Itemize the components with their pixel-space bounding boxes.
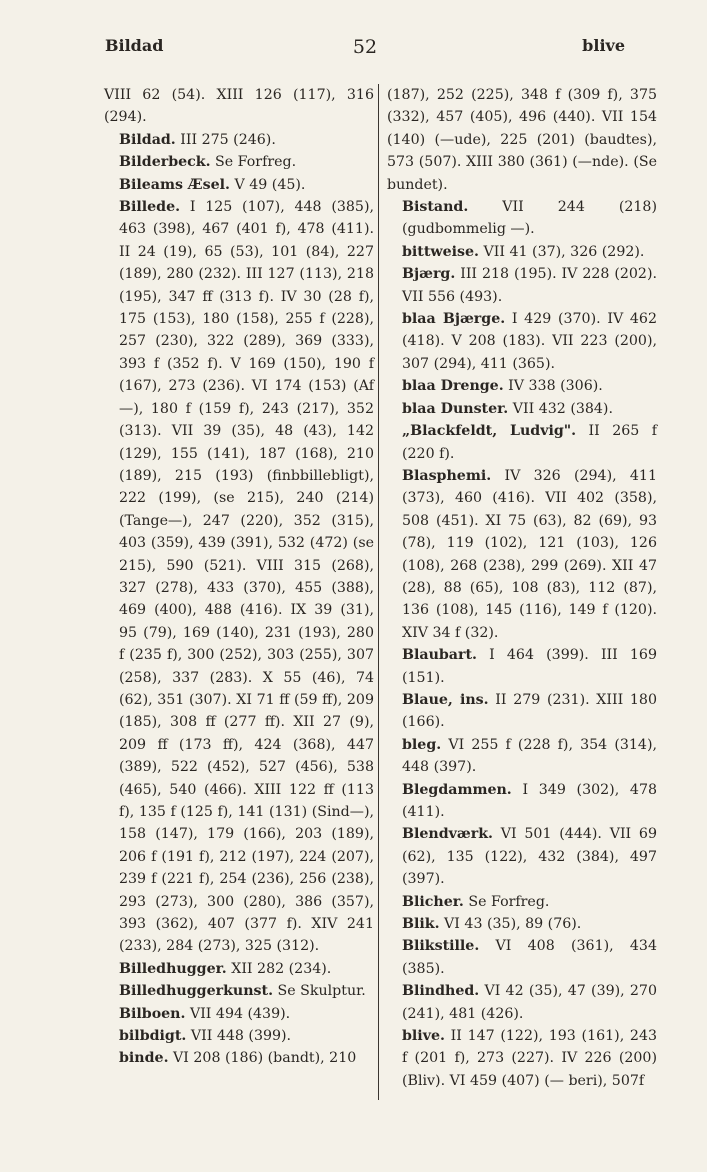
index-entry bbox=[387, 644, 657, 689]
entry-references: I 349 (302), 478 (411). bbox=[402, 781, 657, 820]
index-entry bbox=[387, 398, 657, 420]
entry-references: VI 42 (35), 47 (39), 270 (241), 481 (426). bbox=[402, 983, 657, 1022]
index-entry bbox=[104, 84, 374, 129]
entry-references: I 464 (399). III 169 (151). bbox=[402, 647, 657, 686]
page-number: 52 bbox=[352, 36, 378, 58]
index-entry bbox=[104, 174, 374, 196]
index-entry bbox=[387, 913, 657, 935]
entry-references: V 49 (45). bbox=[229, 176, 306, 193]
entry-headword: Bjærg. bbox=[402, 266, 456, 283]
entry-references: I 429 (370). IV 462 (418). V 208 (183). VII 223 (200), 307 (294), 411 (365). bbox=[402, 311, 657, 372]
entry-references: III 218 (195). IV 228 (202). VII 556 (493). bbox=[402, 266, 657, 305]
entry-references: IV 338 (306). bbox=[503, 378, 603, 395]
entry-headword: blive. bbox=[402, 1028, 445, 1045]
index-entry bbox=[104, 980, 374, 1002]
entry-references: Se Forfreg. bbox=[210, 154, 297, 171]
index-entry bbox=[387, 465, 657, 644]
index-entry bbox=[387, 420, 657, 465]
column-divider bbox=[378, 84, 379, 1100]
entry-headword: Blendværk. bbox=[402, 826, 493, 843]
index-entry bbox=[387, 84, 657, 196]
entry-references: XII 282 (234). bbox=[226, 960, 332, 977]
entry-headword: Blaubart. bbox=[402, 647, 477, 664]
index-entry bbox=[104, 196, 374, 958]
index-entry bbox=[387, 241, 657, 263]
entry-references: VI 208 (186) (bandt), 210 bbox=[168, 1050, 357, 1067]
entry-headword: blaa Drenge. bbox=[402, 378, 504, 395]
entry-references: (187), 252 (225), 348 f (309 f), 375 (332), 457 (405), 496 (440). VII 154 (140) (—ude), 225 (201) (baudtes), 573 (507). XIII 380 (361) (—nde). (Se bundet). bbox=[387, 87, 657, 193]
index-entry bbox=[387, 1025, 657, 1092]
entry-references: VI 408 (361), 434 (385). bbox=[402, 938, 657, 977]
entry-references: II 265 f (220 f). bbox=[402, 423, 657, 462]
entry-headword: bittweise. bbox=[402, 243, 479, 260]
index-entry bbox=[104, 1003, 374, 1025]
entry-headword: Blasphemi. bbox=[402, 467, 492, 484]
entry-headword: Blik. bbox=[402, 916, 440, 933]
entry-headword: bilbdigt. bbox=[119, 1028, 187, 1045]
index-entry bbox=[387, 823, 657, 890]
entry-headword: Bildad. bbox=[119, 131, 176, 148]
entry-references: VI 501 (444). VII 69 (62), 135 (122), 432 (384), 497 (397). bbox=[402, 826, 657, 888]
entry-headword: Billedhugger. bbox=[119, 960, 227, 977]
index-entry bbox=[387, 935, 657, 980]
entry-references: VIII 62 (54). XIII 126 (117), 316 (294). bbox=[104, 87, 374, 126]
entry-headword: binde. bbox=[119, 1050, 169, 1067]
entry-headword: Blicher. bbox=[402, 893, 464, 910]
left-column bbox=[104, 84, 374, 1070]
entry-headword: blaa Bjærge. bbox=[402, 311, 506, 328]
entry-headword: Billede. bbox=[119, 199, 181, 216]
index-entry bbox=[387, 980, 657, 1025]
entry-references: VII 448 (399). bbox=[186, 1028, 292, 1045]
entry-headword: „Blackfeldt, Ludvig". bbox=[402, 423, 577, 440]
entry-references: VII 244 (218) (gudbommelig —). bbox=[402, 199, 657, 238]
entry-headword: Blindhed. bbox=[402, 983, 480, 1000]
index-entry bbox=[387, 375, 657, 397]
index-entry bbox=[104, 129, 374, 151]
entry-references: I 125 (107), 448 (385), 463 (398), 467 (401 f), 478 (411). II 24 (19), 65 (53), 101 (84), 227 (189), 280 (232). III 127 (113), 218 (195), 347 ff (313 f). IV 30 (28 f), 175 (153), 180 (158), 255 f (228), 257 (230), 322 (289), 369 (333), 393 f (352 f). V 169 (150), 190 f (167), 273 (236). VI 174 (153) (Af—), 180 f (159 f), 243 (217), 352 (313). VII 39 (35), 48 (43), 142 (129), 155 (141), 187 (168), 210 (189), 215 (193) (finbbillebligt), 222 (199), (se 215), 240 (214) (Tange—), 247 (220), 352 (315), 403 (359), 439 (391), 532 (472) (se 215), 590 (521). VIII 315 (268), 327 (278), 433 (370), 455 (388), 469 (400), 488 (416). IX 39 (31), 95 (79), 169 (140), 231 (193), 280 f (235 f), 300 (252), 303 (255), 307 (258), 337 (283). X 55 (46), 74 (62), 351 (307). XI 71 ff (59 ff), 209 (185), 308 ff (277 ff). XII 27 (9), 209 ff (173 ff), 424 (368), 447 (389), 522 (452), 527 (456), 538 (465), 540 (466). XIII 122 ff (113 f), 135 f (125 f), 141 (131) (Sind—), 158 (147), 179 (166), 203 (189), 206 f (191 f), 212 (197), 224 (207), 239 f (221 f), 254 (236), 256 (238), 293 (273), 300 (280), 386 (357), 393 (362), 407 (377 f). XIV 241 (233), 284 (273), 325 (312). bbox=[119, 199, 374, 955]
right-column bbox=[387, 84, 657, 1092]
entry-headword: Blaue, ins. bbox=[402, 691, 489, 708]
index-entry bbox=[387, 308, 657, 375]
entry-headword: Bileams Æsel. bbox=[119, 176, 230, 193]
entry-headword: bleg. bbox=[402, 736, 442, 753]
entry-references: VI 255 f (228 f), 354 (314), 448 (397). bbox=[402, 736, 657, 776]
entry-references: VII 494 (439). bbox=[185, 1005, 291, 1022]
entry-headword: Bilderbeck. bbox=[119, 154, 211, 171]
index-entry bbox=[104, 151, 374, 173]
entry-headword: Billedhuggerkunst. bbox=[119, 983, 274, 1000]
index-entry bbox=[104, 958, 374, 980]
entry-references: IV 326 (294), 411 (373), 460 (416). VII 402 (358), 508 (451). XI 75 (63), 82 (69), 93 (78), 119 (102), 121 (103), 126 (108), 268 (238), 299 (269). XII 47 (28), 88 (65), 108 (83), 112 (87), 136 (108), 145 (116), 149 f (120). XIV 34 f (32). bbox=[402, 467, 657, 641]
entry-headword: blaa Dunster. bbox=[402, 400, 509, 417]
entry-headword: Blegdammen. bbox=[402, 781, 512, 798]
entry-references: II 147 (122), 193 (161), 243 f (201 f), 273 (227). IV 226 (200) (Bliv). VI 459 (407) (— beri), 507f bbox=[402, 1028, 657, 1089]
index-entry bbox=[104, 1047, 374, 1069]
entry-references: III 275 (246). bbox=[175, 131, 276, 148]
running-head-right: blive bbox=[582, 36, 625, 55]
entry-references: Se Skulptur. bbox=[273, 983, 366, 1000]
index-entry bbox=[104, 1025, 374, 1047]
entry-headword: Blikstille. bbox=[402, 938, 480, 955]
index-entry bbox=[387, 779, 657, 824]
page-header bbox=[105, 36, 625, 62]
entry-references: II 279 (231). XIII 180 (166). bbox=[402, 691, 657, 731]
entry-references: VII 41 (37), 326 (292). bbox=[479, 243, 645, 260]
entry-references: VI 43 (35), 89 (76). bbox=[439, 916, 582, 933]
entry-headword: Bilboen. bbox=[119, 1005, 186, 1022]
index-entry bbox=[387, 263, 657, 308]
index-entry bbox=[387, 196, 657, 241]
entry-headword: Bistand. bbox=[402, 199, 469, 216]
entry-references: Se Forfreg. bbox=[463, 893, 550, 910]
running-head-left: Bildad bbox=[105, 36, 164, 55]
index-entry bbox=[387, 689, 657, 734]
entry-references: VII 432 (384). bbox=[508, 400, 613, 417]
index-entry bbox=[387, 891, 657, 913]
index-entry bbox=[387, 734, 657, 779]
